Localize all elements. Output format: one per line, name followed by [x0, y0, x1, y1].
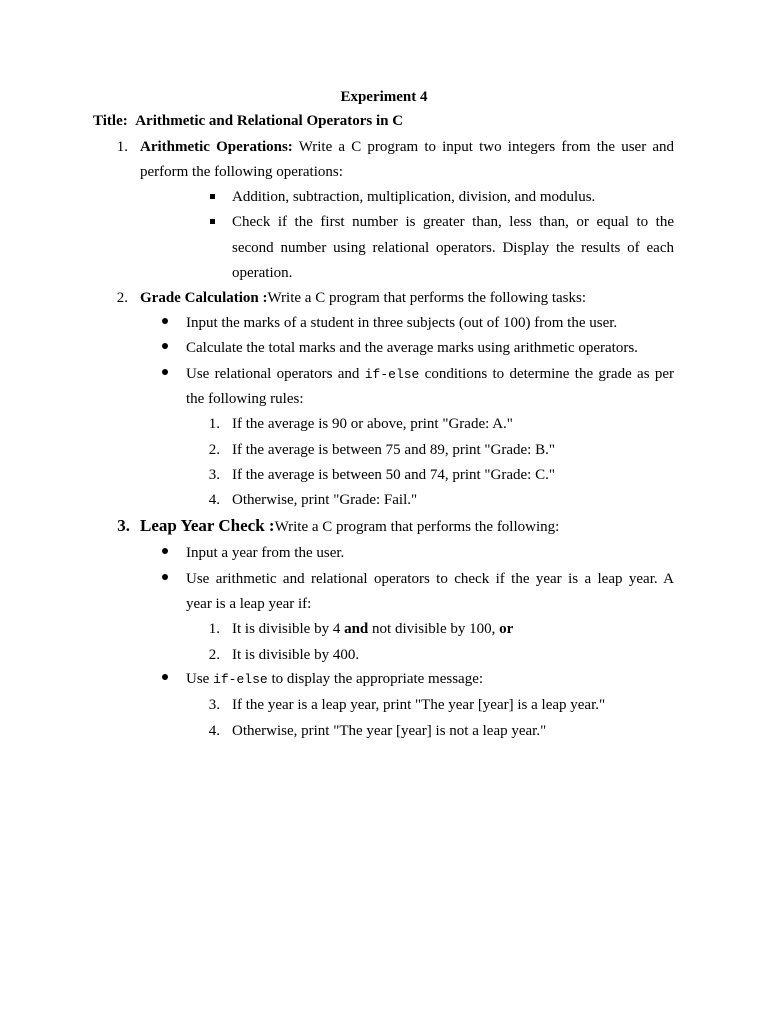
q3-rule3: If the year is a leap year, print "The year [year] is a leap year."	[232, 697, 606, 713]
if-else-code: if-else	[364, 367, 420, 382]
q1-line1	[140, 138, 674, 156]
rule-number: 4.	[208, 492, 220, 508]
q3-bullet2-line2: year is a leap year if:	[186, 596, 312, 612]
q1-bullet2-line1: Check if the first number is greater than, less than, or equal to the	[232, 214, 674, 230]
q2-text: Write a C program that performs the following tasks:	[267, 290, 586, 306]
q2-bullet3-line2: the following rules:	[186, 391, 304, 407]
rule-number: 2.	[208, 442, 220, 458]
rule-number: 1.	[208, 621, 220, 637]
q3-rule1: It is divisible by 4 and not divisible by 100, or	[232, 621, 514, 637]
rule-item: If the average is 90 or above, print "Grade: A."	[232, 416, 513, 432]
q2-number: 2.	[116, 290, 128, 306]
q3-heading: Leap Year Check :	[140, 516, 275, 535]
subtitle-text: Arithmetic and Relational Operators in C	[135, 113, 404, 129]
rule-number: 2.	[208, 647, 220, 663]
q3-bullet1: Input a year from the user.	[186, 545, 345, 561]
q2-bullet1: Input the marks of a student in three subjects (out of 100) from the user.	[186, 315, 618, 331]
q3-text: Write a C program that performs the following:	[274, 519, 560, 535]
bullet-dot-icon	[162, 674, 168, 680]
q1-bullet2-line2: second number using relational operators. Display the results of each	[232, 240, 674, 256]
q1-number: 1.	[116, 139, 128, 155]
square-bullet-icon	[210, 219, 215, 224]
bullet-dot-icon	[162, 548, 168, 554]
q1-bullet1: Addition, subtraction, multiplication, division, and modulus.	[232, 189, 596, 205]
subtitle-label: Title:	[93, 113, 128, 129]
q3-rule2: It is divisible by 400.	[232, 647, 360, 663]
if-else-code: if-else	[213, 672, 268, 687]
rule-item: If the average is between 50 and 74, print "Grade: C."	[232, 467, 555, 483]
bullet-dot-icon	[162, 318, 168, 324]
q1-text-line2: perform the following operations:	[140, 164, 343, 180]
q2-heading: Grade Calculation :	[140, 290, 268, 306]
q2-line1	[140, 289, 586, 307]
q2-bullet2: Calculate the total marks and the average marks using arithmetic operators.	[186, 340, 638, 356]
rule-number: 4.	[208, 723, 220, 739]
rule-item: Otherwise, print "Grade: Fail."	[232, 492, 418, 508]
q1-heading: Arithmetic Operations:	[140, 139, 293, 155]
q3-bullet3: Use if-else to display the appropriate message:	[186, 671, 484, 687]
rule-number: 1.	[208, 416, 220, 432]
rule-number: 3.	[208, 467, 220, 483]
q3-bullet2-line1: Use arithmetic and relational operators to check if the year is a leap year. A	[186, 571, 674, 587]
rule-item: If the average is between 75 and 89, print "Grade: B."	[232, 442, 555, 458]
square-bullet-icon	[210, 194, 215, 199]
bullet-dot-icon	[162, 369, 168, 375]
q1-text-line1: Write a C program to input two integers from the user and	[298, 139, 675, 155]
rule-number: 3.	[208, 697, 220, 713]
experiment-title: Experiment 4	[340, 89, 428, 105]
q3-rule4: Otherwise, print "The year [year] is not a leap year."	[232, 723, 547, 739]
q3-number: 3.	[117, 516, 130, 535]
q3-line1	[140, 517, 559, 536]
q1-bullet2-line3: operation.	[232, 265, 293, 281]
bullet-dot-icon	[162, 343, 168, 349]
q2-bullet3-line1: Use relational operators and if-else conditions to determine the grade as per	[186, 366, 675, 382]
document-subtitle	[93, 112, 403, 130]
bullet-dot-icon	[162, 574, 168, 580]
